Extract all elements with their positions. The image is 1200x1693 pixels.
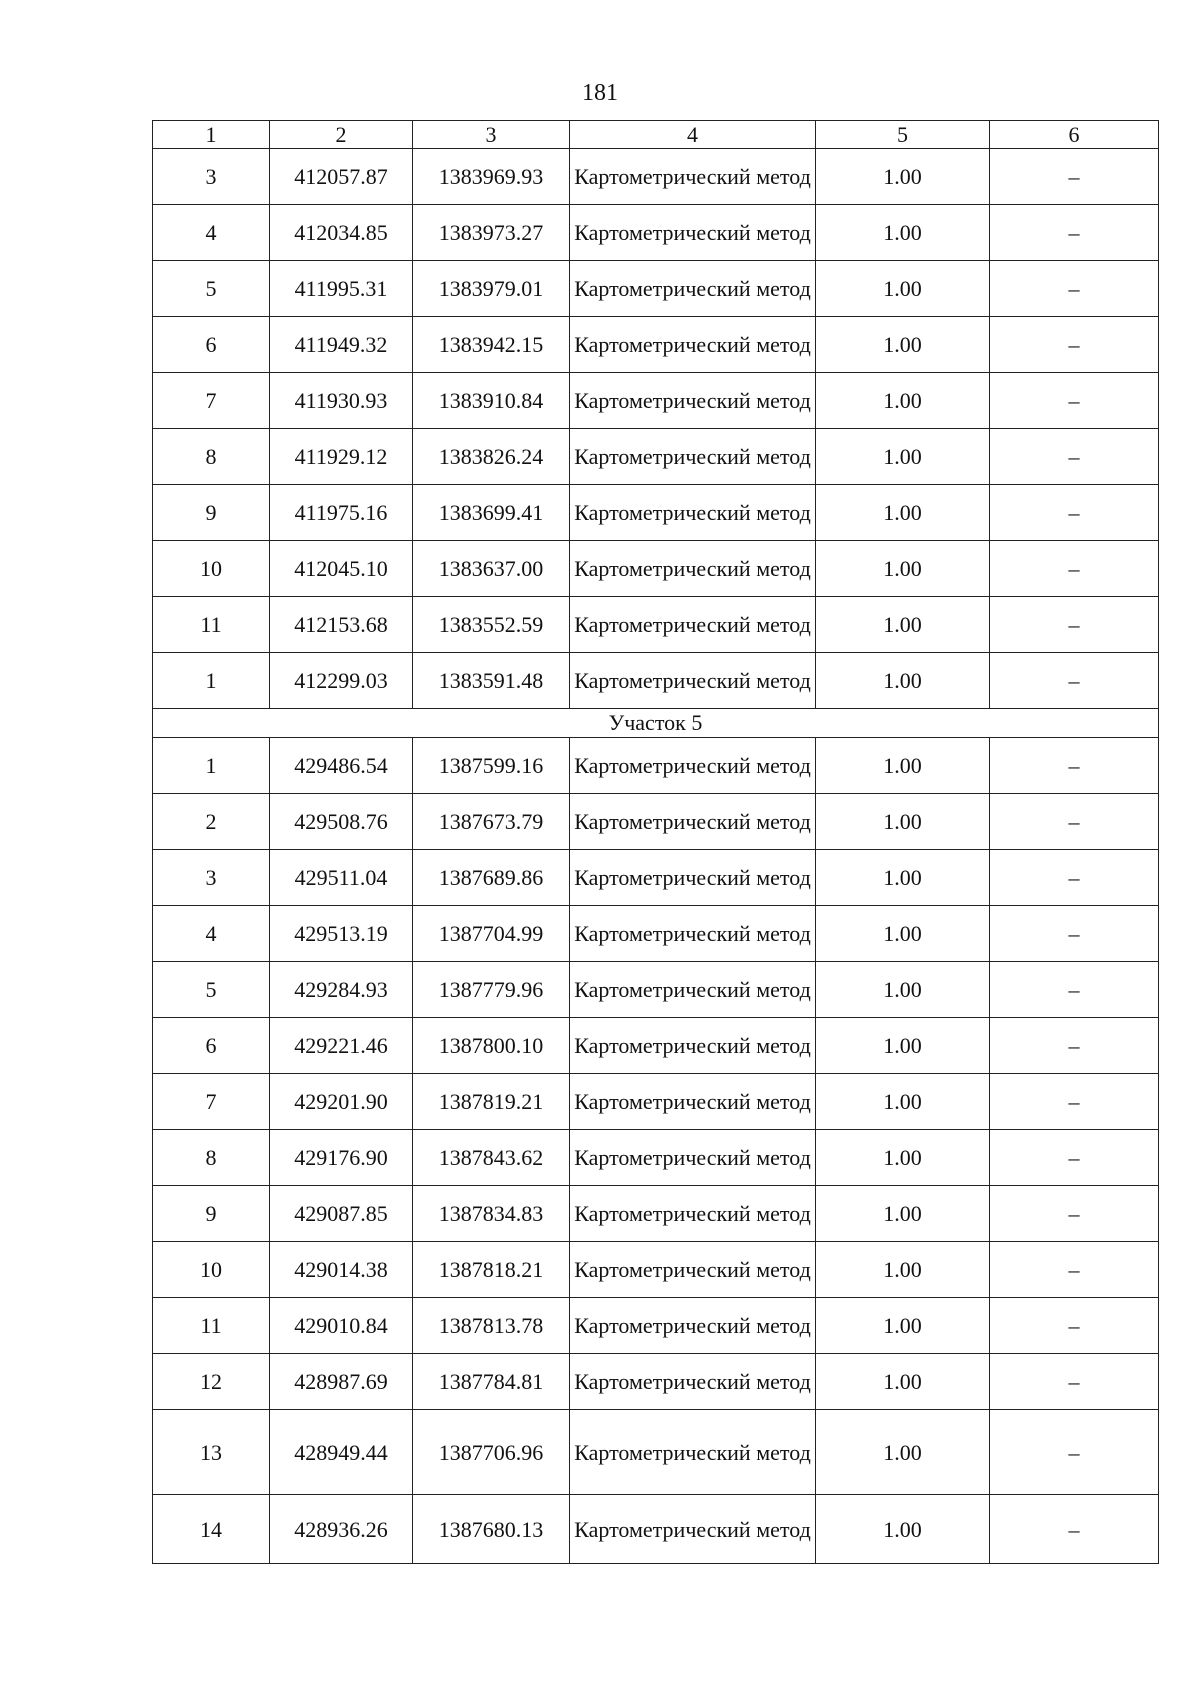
table-body-part-1 bbox=[153, 149, 1159, 709]
note-cell: – bbox=[990, 1186, 1159, 1242]
table-row bbox=[153, 1410, 1159, 1495]
y-coordinate-cell: 1387843.62 bbox=[413, 1130, 570, 1186]
accuracy-cell: 1.00 bbox=[816, 1018, 990, 1074]
x-coordinate-cell: 412153.68 bbox=[270, 597, 413, 653]
table-row bbox=[153, 1495, 1159, 1564]
accuracy-cell: 1.00 bbox=[816, 962, 990, 1018]
note-cell: – bbox=[990, 1074, 1159, 1130]
accuracy-cell: 1.00 bbox=[816, 205, 990, 261]
method-cell: Картометрический метод bbox=[570, 485, 816, 541]
method-cell: Картометрический метод bbox=[570, 962, 816, 1018]
accuracy-cell: 1.00 bbox=[816, 906, 990, 962]
point-number-cell: 3 bbox=[153, 149, 270, 205]
note-cell: – bbox=[990, 597, 1159, 653]
point-number-cell: 1 bbox=[153, 738, 270, 794]
x-coordinate-cell: 429087.85 bbox=[270, 1186, 413, 1242]
y-coordinate-cell: 1383969.93 bbox=[413, 149, 570, 205]
point-number-cell: 11 bbox=[153, 1298, 270, 1354]
table-row bbox=[153, 149, 1159, 205]
table-row bbox=[153, 597, 1159, 653]
accuracy-cell: 1.00 bbox=[816, 738, 990, 794]
note-cell: – bbox=[990, 794, 1159, 850]
note-cell: – bbox=[990, 261, 1159, 317]
accuracy-cell: 1.00 bbox=[816, 1410, 990, 1495]
x-coordinate-cell: 429486.54 bbox=[270, 738, 413, 794]
y-coordinate-cell: 1383979.01 bbox=[413, 261, 570, 317]
accuracy-cell: 1.00 bbox=[816, 485, 990, 541]
table-row bbox=[153, 261, 1159, 317]
point-number-cell: 6 bbox=[153, 317, 270, 373]
note-cell: – bbox=[990, 317, 1159, 373]
point-number-cell: 5 bbox=[153, 261, 270, 317]
table-row bbox=[153, 373, 1159, 429]
note-cell: – bbox=[990, 1018, 1159, 1074]
note-cell: – bbox=[990, 962, 1159, 1018]
table-row bbox=[153, 1074, 1159, 1130]
method-cell: Картометрический метод bbox=[570, 794, 816, 850]
x-coordinate-cell: 429176.90 bbox=[270, 1130, 413, 1186]
y-coordinate-cell: 1387689.86 bbox=[413, 850, 570, 906]
point-number-cell: 7 bbox=[153, 1074, 270, 1130]
y-coordinate-cell: 1387834.83 bbox=[413, 1186, 570, 1242]
method-cell: Картометрический метод bbox=[570, 1130, 816, 1186]
x-coordinate-cell: 428949.44 bbox=[270, 1410, 413, 1495]
x-coordinate-cell: 429284.93 bbox=[270, 962, 413, 1018]
method-cell: Картометрический метод bbox=[570, 317, 816, 373]
x-coordinate-cell: 411949.32 bbox=[270, 317, 413, 373]
y-coordinate-cell: 1387599.16 bbox=[413, 738, 570, 794]
note-cell: – bbox=[990, 906, 1159, 962]
note-cell: – bbox=[990, 1298, 1159, 1354]
accuracy-cell: 1.00 bbox=[816, 1186, 990, 1242]
method-cell: Картометрический метод bbox=[570, 1354, 816, 1410]
y-coordinate-cell: 1383591.48 bbox=[413, 653, 570, 709]
point-number-cell: 2 bbox=[153, 794, 270, 850]
table-row bbox=[153, 1242, 1159, 1298]
section-heading-body bbox=[153, 709, 1159, 738]
point-number-cell: 4 bbox=[153, 205, 270, 261]
point-number-cell: 1 bbox=[153, 653, 270, 709]
method-cell: Картометрический метод bbox=[570, 1298, 816, 1354]
note-cell: – bbox=[990, 205, 1159, 261]
y-coordinate-cell: 1383637.00 bbox=[413, 541, 570, 597]
y-coordinate-cell: 1387704.99 bbox=[413, 906, 570, 962]
x-coordinate-cell: 429010.84 bbox=[270, 1298, 413, 1354]
table-row bbox=[153, 1130, 1159, 1186]
column-header: 3 bbox=[413, 121, 570, 149]
table-row bbox=[153, 1354, 1159, 1410]
method-cell: Картометрический метод bbox=[570, 1242, 816, 1298]
method-cell: Картометрический метод bbox=[570, 1074, 816, 1130]
table-row bbox=[153, 794, 1159, 850]
point-number-cell: 12 bbox=[153, 1354, 270, 1410]
table-body-part-2 bbox=[153, 738, 1159, 1564]
x-coordinate-cell: 429014.38 bbox=[270, 1242, 413, 1298]
point-number-cell: 8 bbox=[153, 429, 270, 485]
x-coordinate-cell: 411995.31 bbox=[270, 261, 413, 317]
accuracy-cell: 1.00 bbox=[816, 317, 990, 373]
method-cell: Картометрический метод bbox=[570, 1018, 816, 1074]
method-cell: Картометрический метод bbox=[570, 373, 816, 429]
note-cell: – bbox=[990, 373, 1159, 429]
point-number-cell: 7 bbox=[153, 373, 270, 429]
table-row bbox=[153, 653, 1159, 709]
method-cell: Картометрический метод bbox=[570, 738, 816, 794]
method-cell: Картометрический метод bbox=[570, 261, 816, 317]
column-header: 2 bbox=[270, 121, 413, 149]
point-number-cell: 9 bbox=[153, 485, 270, 541]
x-coordinate-cell: 429513.19 bbox=[270, 906, 413, 962]
accuracy-cell: 1.00 bbox=[816, 653, 990, 709]
point-number-cell: 10 bbox=[153, 1242, 270, 1298]
x-coordinate-cell: 411975.16 bbox=[270, 485, 413, 541]
column-header: 1 bbox=[153, 121, 270, 149]
note-cell: – bbox=[990, 653, 1159, 709]
y-coordinate-cell: 1387673.79 bbox=[413, 794, 570, 850]
x-coordinate-cell: 429508.76 bbox=[270, 794, 413, 850]
point-number-cell: 8 bbox=[153, 1130, 270, 1186]
note-cell: – bbox=[990, 850, 1159, 906]
accuracy-cell: 1.00 bbox=[816, 1074, 990, 1130]
method-cell: Картометрический метод bbox=[570, 597, 816, 653]
x-coordinate-cell: 412057.87 bbox=[270, 149, 413, 205]
method-cell: Картометрический метод bbox=[570, 1410, 816, 1495]
y-coordinate-cell: 1387779.96 bbox=[413, 962, 570, 1018]
note-cell: – bbox=[990, 1410, 1159, 1495]
header-row bbox=[153, 121, 1159, 149]
note-cell: – bbox=[990, 485, 1159, 541]
column-header: 4 bbox=[570, 121, 816, 149]
table-row bbox=[153, 485, 1159, 541]
table-row bbox=[153, 317, 1159, 373]
y-coordinate-cell: 1387813.78 bbox=[413, 1298, 570, 1354]
x-coordinate-cell: 412034.85 bbox=[270, 205, 413, 261]
point-number-cell: 14 bbox=[153, 1495, 270, 1564]
table-row bbox=[153, 541, 1159, 597]
table-row bbox=[153, 1298, 1159, 1354]
table-row bbox=[153, 850, 1159, 906]
table-row bbox=[153, 962, 1159, 1018]
y-coordinate-cell: 1383973.27 bbox=[413, 205, 570, 261]
note-cell: – bbox=[990, 429, 1159, 485]
table-row bbox=[153, 429, 1159, 485]
accuracy-cell: 1.00 bbox=[816, 1242, 990, 1298]
point-number-cell: 4 bbox=[153, 906, 270, 962]
y-coordinate-cell: 1387818.21 bbox=[413, 1242, 570, 1298]
point-number-cell: 9 bbox=[153, 1186, 270, 1242]
note-cell: – bbox=[990, 1495, 1159, 1564]
accuracy-cell: 1.00 bbox=[816, 1298, 990, 1354]
note-cell: – bbox=[990, 1130, 1159, 1186]
method-cell: Картометрический метод bbox=[570, 429, 816, 485]
x-coordinate-cell: 429201.90 bbox=[270, 1074, 413, 1130]
table-row bbox=[153, 738, 1159, 794]
point-number-cell: 13 bbox=[153, 1410, 270, 1495]
x-coordinate-cell: 412045.10 bbox=[270, 541, 413, 597]
section-title: Участок 5 bbox=[153, 709, 1159, 738]
y-coordinate-cell: 1383942.15 bbox=[413, 317, 570, 373]
point-number-cell: 11 bbox=[153, 597, 270, 653]
x-coordinate-cell: 412299.03 bbox=[270, 653, 413, 709]
method-cell: Картометрический метод bbox=[570, 541, 816, 597]
table-row bbox=[153, 906, 1159, 962]
table-row bbox=[153, 1186, 1159, 1242]
x-coordinate-cell: 428987.69 bbox=[270, 1354, 413, 1410]
y-coordinate-cell: 1383826.24 bbox=[413, 429, 570, 485]
accuracy-cell: 1.00 bbox=[816, 1130, 990, 1186]
accuracy-cell: 1.00 bbox=[816, 1495, 990, 1564]
x-coordinate-cell: 429221.46 bbox=[270, 1018, 413, 1074]
note-cell: – bbox=[990, 1354, 1159, 1410]
accuracy-cell: 1.00 bbox=[816, 429, 990, 485]
y-coordinate-cell: 1383699.41 bbox=[413, 485, 570, 541]
table-row bbox=[153, 1018, 1159, 1074]
point-number-cell: 5 bbox=[153, 962, 270, 1018]
point-number-cell: 10 bbox=[153, 541, 270, 597]
method-cell: Картометрический метод bbox=[570, 1495, 816, 1564]
accuracy-cell: 1.00 bbox=[816, 541, 990, 597]
y-coordinate-cell: 1383910.84 bbox=[413, 373, 570, 429]
method-cell: Картометрический метод bbox=[570, 653, 816, 709]
y-coordinate-cell: 1387680.13 bbox=[413, 1495, 570, 1564]
method-cell: Картометрический метод bbox=[570, 149, 816, 205]
note-cell: – bbox=[990, 541, 1159, 597]
accuracy-cell: 1.00 bbox=[816, 149, 990, 205]
column-header: 6 bbox=[990, 121, 1159, 149]
point-number-cell: 6 bbox=[153, 1018, 270, 1074]
x-coordinate-cell: 411930.93 bbox=[270, 373, 413, 429]
note-cell: – bbox=[990, 1242, 1159, 1298]
method-cell: Картометрический метод bbox=[570, 906, 816, 962]
accuracy-cell: 1.00 bbox=[816, 597, 990, 653]
x-coordinate-cell: 411929.12 bbox=[270, 429, 413, 485]
page-number: 181 bbox=[582, 80, 618, 106]
coordinates-table bbox=[152, 120, 1159, 1564]
method-cell: Картометрический метод bbox=[570, 1186, 816, 1242]
method-cell: Картометрический метод bbox=[570, 205, 816, 261]
x-coordinate-cell: 429511.04 bbox=[270, 850, 413, 906]
y-coordinate-cell: 1387706.96 bbox=[413, 1410, 570, 1495]
accuracy-cell: 1.00 bbox=[816, 850, 990, 906]
x-coordinate-cell: 428936.26 bbox=[270, 1495, 413, 1564]
note-cell: – bbox=[990, 738, 1159, 794]
y-coordinate-cell: 1387800.10 bbox=[413, 1018, 570, 1074]
accuracy-cell: 1.00 bbox=[816, 794, 990, 850]
accuracy-cell: 1.00 bbox=[816, 373, 990, 429]
accuracy-cell: 1.00 bbox=[816, 261, 990, 317]
point-number-cell: 3 bbox=[153, 850, 270, 906]
method-cell: Картометрический метод bbox=[570, 850, 816, 906]
accuracy-cell: 1.00 bbox=[816, 1354, 990, 1410]
y-coordinate-cell: 1387784.81 bbox=[413, 1354, 570, 1410]
note-cell: – bbox=[990, 149, 1159, 205]
table-row bbox=[153, 205, 1159, 261]
y-coordinate-cell: 1387819.21 bbox=[413, 1074, 570, 1130]
section-row bbox=[153, 709, 1159, 738]
column-header: 5 bbox=[816, 121, 990, 149]
y-coordinate-cell: 1383552.59 bbox=[413, 597, 570, 653]
